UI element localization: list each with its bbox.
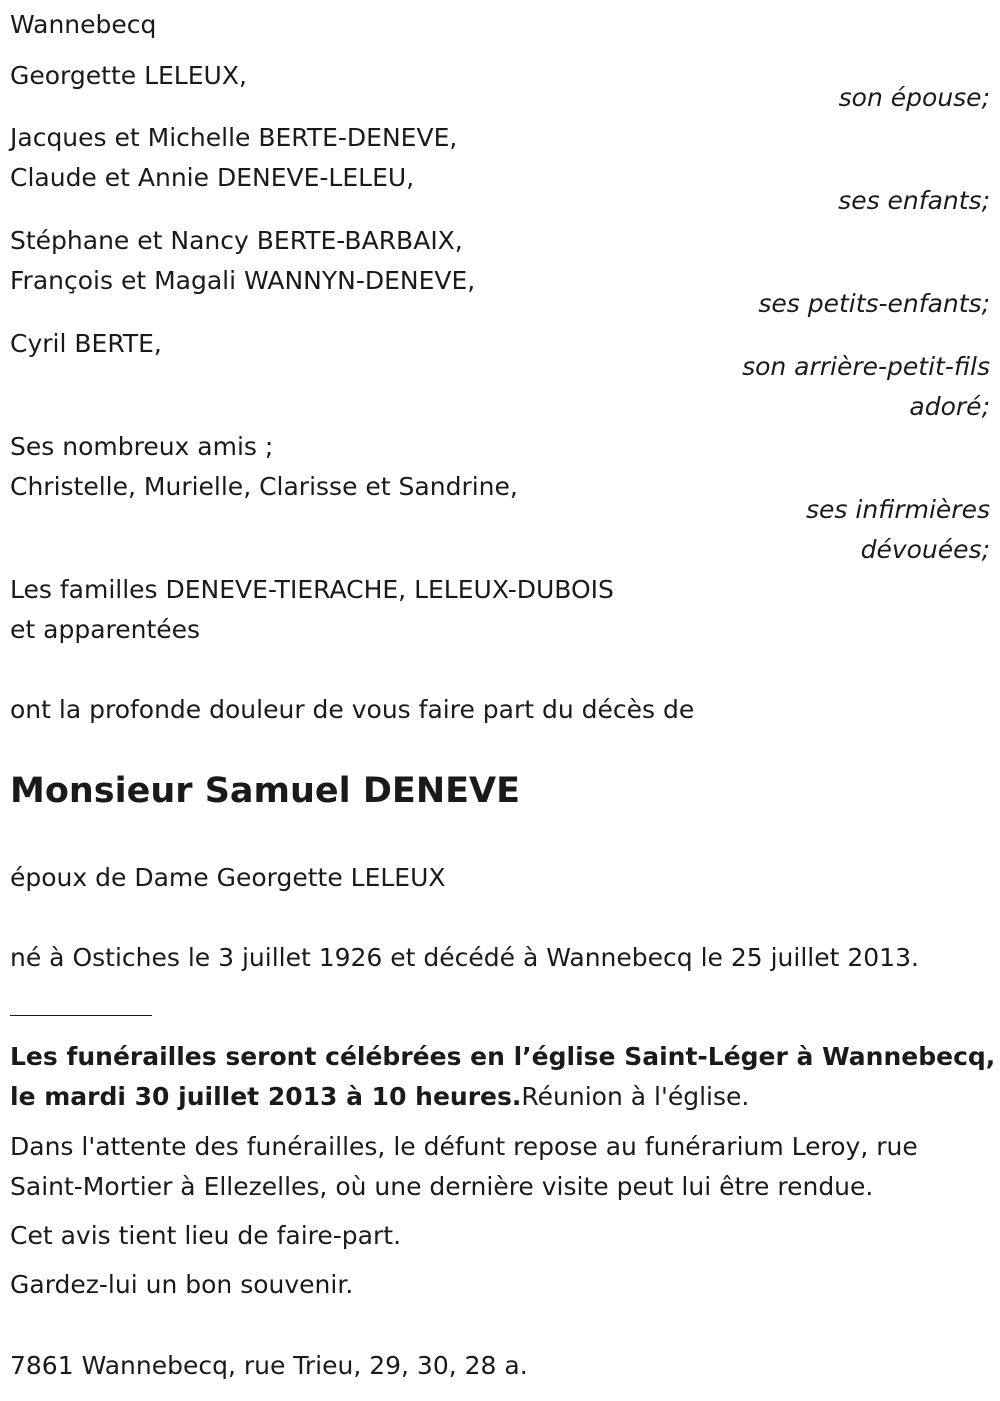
- nurses-role-line1: ses infirmières: [806, 495, 990, 524]
- families-line1: Les familles DENEVE-TIERACHE, LELEUX-DUBOIS: [10, 575, 614, 604]
- rest-line1: Dans l'attente des funérailles, le défunt repose au funérarium Leroy, rue: [10, 1132, 918, 1161]
- great-grandchild-name: Cyril BERTE,: [10, 329, 162, 358]
- children-role: ses enfants;: [838, 186, 990, 215]
- child-name-1: Jacques et Michelle BERTE-DENEVE,: [10, 123, 458, 152]
- funeral-bold-line2: le mardi 30 juillet 2013 à 10 heures.: [10, 1082, 522, 1111]
- families-line2: et apparentées: [10, 615, 201, 644]
- friends-line2: Christelle, Murielle, Clarisse et Sandrine,: [10, 472, 518, 501]
- address-text: 7861 Wannebecq, rue Trieu, 29, 30, 28 a.: [10, 1351, 528, 1380]
- rest-line2: Saint-Mortier à Ellezelles, où une dernière visite peut lui être rendue.: [10, 1172, 874, 1201]
- deceased-name: Monsieur Samuel DENEVE: [10, 771, 521, 811]
- funeral-bold-line1: Les funérailles seront célébrées en l’église Saint-Léger à Wannebecq,: [10, 1042, 996, 1071]
- town-header: Wannebecq: [10, 10, 157, 39]
- spouse-name: Georgette LELEUX,: [10, 61, 247, 90]
- great-grandchild-role-line2: adoré;: [909, 392, 990, 421]
- separator-line: [10, 1015, 152, 1016]
- deceased-spouse-line: époux de Dame Georgette LELEUX: [10, 863, 446, 892]
- funeral-line2: [10, 1077, 749, 1117]
- child-name-2: Claude et Annie DENEVE-LELEU,: [10, 163, 415, 192]
- spouse-role: son épouse;: [838, 83, 990, 112]
- friends-line1: Ses nombreux amis ;: [10, 432, 274, 461]
- remember-text: Gardez-lui un bon souvenir.: [10, 1270, 354, 1299]
- grandchild-name-2: François et Magali WANNYN-DENEVE,: [10, 266, 476, 295]
- great-grandchild-role-line1: son arrière-petit-fils: [742, 352, 990, 381]
- grandchild-name-1: Stéphane et Nancy BERTE-BARBAIX,: [10, 226, 463, 255]
- notice-text: Cet avis tient lieu de faire-part.: [10, 1221, 402, 1250]
- announcement-text: ont la profonde douleur de vous faire part du décès de: [10, 695, 695, 724]
- meeting-text: Réunion à l'église.: [521, 1082, 750, 1111]
- grandchildren-role: ses petits-enfants;: [758, 289, 990, 318]
- birth-death-line: né à Ostiches le 3 juillet 1926 et décédé à Wannebecq le 25 juillet 2013.: [10, 943, 919, 972]
- nurses-role-line2: dévouées;: [860, 535, 990, 564]
